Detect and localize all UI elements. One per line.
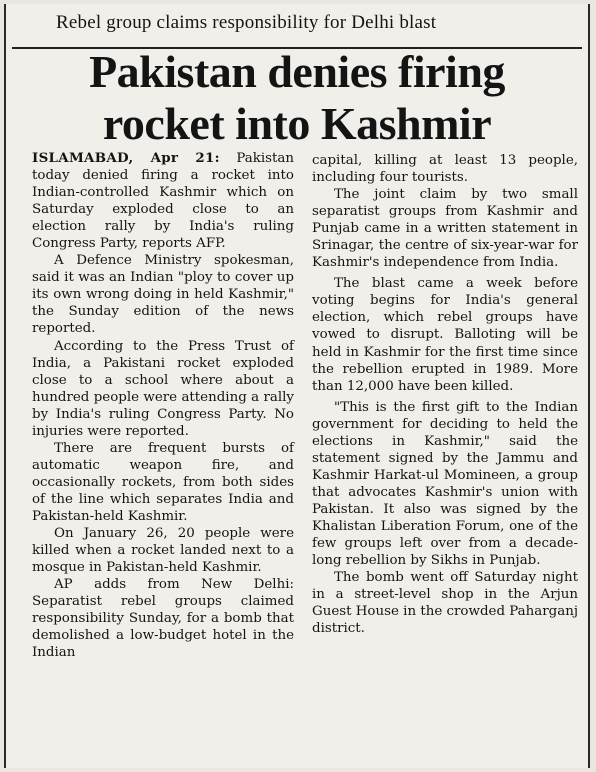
article-paragraph: The blast came a week before voting begins for India's general election, which rebel groups have vowed to disrupt. Balloting will be held in Kashmir for the first time since the rebellion erupted in 1989. More than 12,000 have been killed. [312,276,578,394]
article-paragraph: According to the Press Trust of India, a Pakistani rocket exploded close to a school where about a hundred people were attending a rally by India's ruling Congress Party. No injuries were reported. [32,338,294,439]
headline-line-2: rocket into Kashmir [102,98,492,149]
paragraph-text: Pakistan today denied firing a rocket into Indian-controlled Kashmir which on Saturday exploded close to an election rally by India's ruling Congress Party, reports AFP. [32,151,294,252]
article-paragraph: "This is the first gift to the Indian government for deciding to held the elections in Kashmir," said the statement signed by the Jammu and Kashmir Harkat-ul Momineen, a group that advocates Kashmir's union with Pakistan. It also was signed by the Khalistan Liberation Forum, one of the few groups left over from a decade-long rebellion by Sikhs in Punjab. [312,399,578,569]
article-paragraph: The bomb went off Saturday night in a street-level shop in the Arjun Guest House in the crowded Paharganj district. [312,570,579,637]
article-column-right [312,152,578,637]
article-column-left [32,150,294,661]
article-paragraph [32,150,294,252]
article-paragraph: AP adds from New Delhi: Separatist rebel groups claimed responsibility Sunday, for a bomb that demolished a low-budget hotel in the Indian [32,577,294,661]
article-paragraph: The joint claim by two small separatist groups from Kashmir and Punjab came in a written statement in Srinagar, the centre of six-year-war for Kashmir's independence from India. [312,187,578,271]
article-paragraph: capital, killing at least 13 people, including four tourists. [312,153,578,186]
kicker-headline: Rebel group claims responsibility for Delhi blast [56,12,437,33]
article-paragraph: A Defence Ministry spokesman, said it was an Indian "ploy to cover up its own wrong doing in held Kashmir," the Sunday edition of the news reported. [32,253,294,337]
article-paragraph: There are frequent bursts of automatic weapon fire, and occasionally rockets, from both sides of the line which separates India and Pakistan-held Kashmir. [32,440,294,524]
article-paragraph: On January 26, 20 people were killed when a rocket landed next to a mosque in Pakistan-held Kashmir. [32,526,294,576]
newspaper-clipping [4,4,590,768]
dateline: ISLAMABAD, Apr 21: [32,150,220,166]
main-headline [6,46,588,150]
headline-line-1: Pakistan denies firing [89,46,505,97]
